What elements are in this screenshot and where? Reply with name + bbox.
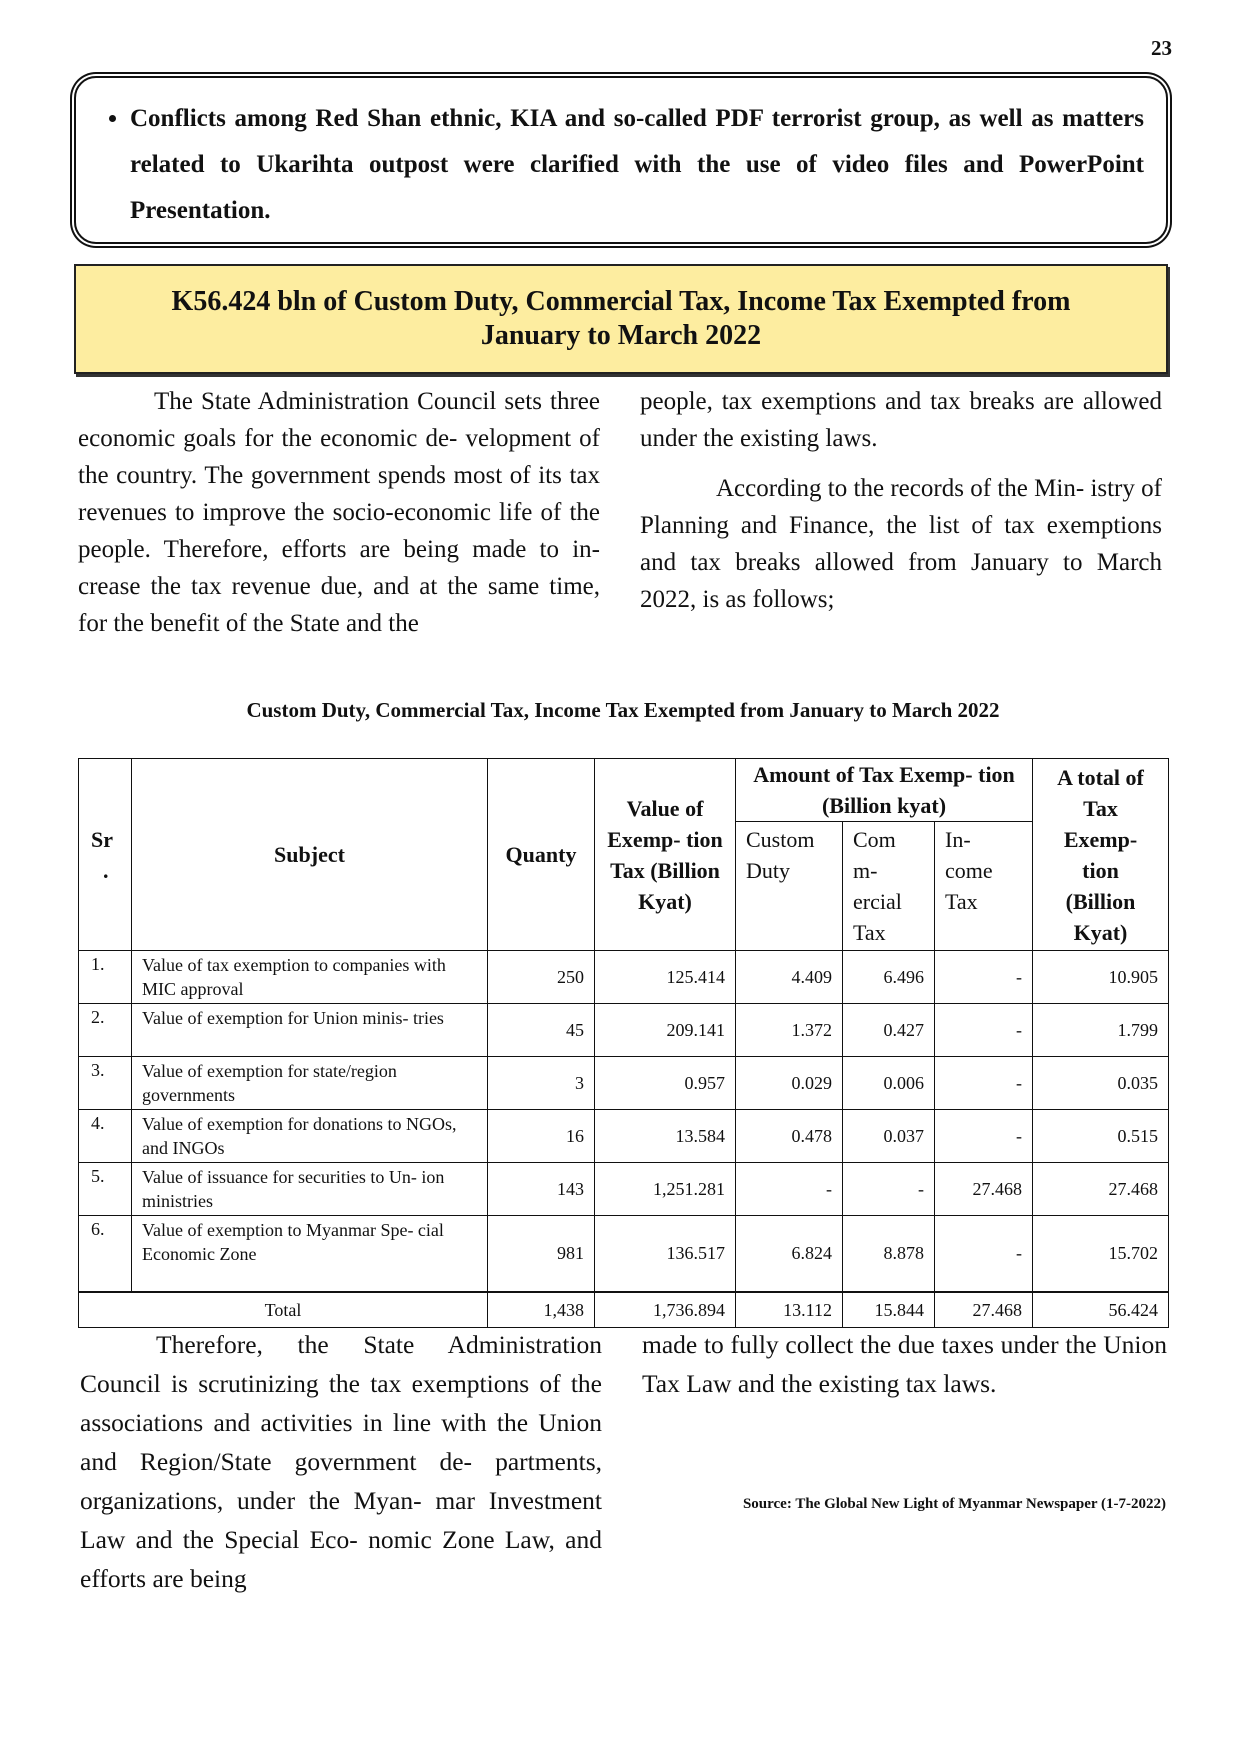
paragraph-2: According to the records of the Min- istry of Planning and Finance, the list of tax exemptions and tax breaks allowed from January to March 2022, is as follows; bbox=[640, 475, 1162, 613]
page-number: 23 bbox=[1151, 36, 1172, 60]
table-caption: Custom Duty, Commercial Tax, Income Tax Exempted from January to March 2022 bbox=[246, 698, 1000, 722]
cell-value: 13.584 bbox=[595, 1110, 736, 1163]
cell-quantity: 16 bbox=[488, 1110, 595, 1163]
cell-commercial-tax: 0.037 bbox=[843, 1110, 935, 1163]
cell-quantity: 45 bbox=[488, 1004, 595, 1057]
cell-commercial-tax: 0.427 bbox=[843, 1004, 935, 1057]
column-left-top bbox=[78, 383, 600, 642]
cell-income-tax: 27.468 bbox=[935, 1163, 1033, 1216]
cell-custom-duty: 0.029 bbox=[736, 1057, 843, 1110]
cell-custom-duty: - bbox=[736, 1163, 843, 1216]
cell-sr: 4. bbox=[79, 1110, 132, 1163]
cell-sr: 5. bbox=[79, 1163, 132, 1216]
cell-total-income-tax: 27.468 bbox=[935, 1292, 1033, 1328]
table-row bbox=[79, 1057, 1169, 1110]
table-row bbox=[79, 1216, 1169, 1293]
cell-income-tax: - bbox=[935, 1057, 1033, 1110]
cell-quantity: 143 bbox=[488, 1163, 595, 1216]
table-row bbox=[79, 1110, 1169, 1163]
cell-total: 10.905 bbox=[1033, 951, 1169, 1004]
cell-value: 1,251.281 bbox=[595, 1163, 736, 1216]
article-title-line2: January to March 2022 bbox=[480, 320, 762, 351]
table-row bbox=[79, 951, 1169, 1004]
paragraph-1-left: The State Administration Council sets three economic goals for the economic de- velopment of the country. The government spends most of its tax revenues to improve the socio-economic life of the people. Therefore, efforts are being made to in- crease the tax revenue due, and at the same time, for the benefit of the State and the bbox=[78, 388, 600, 637]
paragraph-3-left: Therefore, the State Administration Council is scrutinizing the tax exemptions of the associations and activities in line with the Union and Region/State government de- partments, organizations, under the Myan- mar Investment Law and the Special Eco- nomic Zone Law, and efforts are being bbox=[80, 1330, 602, 1593]
header-value: Value of Exemp- tion Tax (Billion Kyat) bbox=[595, 759, 736, 951]
cell-quantity: 250 bbox=[488, 951, 595, 1004]
cell-total-quantity: 1,438 bbox=[488, 1292, 595, 1328]
source-credit: Source: The Global New Light of Myanmar Newspaper (1-7-2022) bbox=[742, 1496, 1166, 1512]
cell-subject: Value of issuance for securities to Un- ion ministries bbox=[132, 1163, 488, 1216]
notice-box bbox=[74, 76, 1168, 244]
header-total: A total of Tax Exemp- tion (Billion Kyat) bbox=[1033, 759, 1169, 951]
cell-custom-duty: 6.824 bbox=[736, 1216, 843, 1293]
cell-income-tax: - bbox=[935, 1216, 1033, 1293]
paragraph-1-right: people, tax exemptions and tax breaks are allowed under the existing laws. bbox=[640, 388, 1162, 452]
column-left-bottom bbox=[80, 1325, 602, 1598]
cell-commercial-tax: 8.878 bbox=[843, 1216, 935, 1293]
header-quantity: Quanty bbox=[488, 759, 595, 951]
cell-subject: Value of exemption to Myanmar Spe- cial Economic Zone bbox=[132, 1216, 488, 1293]
notice-list bbox=[100, 96, 1144, 234]
tax-exemption-table bbox=[78, 758, 1169, 1328]
header-commercial-tax: Com m- ercial Tax bbox=[843, 822, 935, 951]
cell-custom-duty: 4.409 bbox=[736, 951, 843, 1004]
cell-quantity: 3 bbox=[488, 1057, 595, 1110]
cell-total: 15.702 bbox=[1033, 1216, 1169, 1293]
header-amount: Amount of Tax Exemp- tion (Billion kyat) bbox=[736, 759, 1033, 822]
cell-commercial-tax: 0.006 bbox=[843, 1057, 935, 1110]
cell-subject: Value of exemption for Union minis- tries bbox=[132, 1004, 488, 1057]
cell-value: 0.957 bbox=[595, 1057, 736, 1110]
cell-total: 27.468 bbox=[1033, 1163, 1169, 1216]
cell-custom-duty: 1.372 bbox=[736, 1004, 843, 1057]
cell-quantity: 981 bbox=[488, 1216, 595, 1293]
cell-income-tax: - bbox=[935, 1110, 1033, 1163]
header-sr-line2: . bbox=[103, 857, 109, 883]
cell-total-custom-duty: 13.112 bbox=[736, 1292, 843, 1328]
cell-subject: Value of tax exemption to companies with MIC approval bbox=[132, 951, 488, 1004]
table-row bbox=[79, 1004, 1169, 1057]
cell-total-label: Total bbox=[79, 1292, 488, 1328]
header-subject: Subject bbox=[132, 759, 488, 951]
paragraph-3-right: made to fully collect the due taxes under the Union Tax Law and the existing tax laws. bbox=[642, 1330, 1167, 1398]
table-body bbox=[79, 951, 1169, 1328]
column-right-top bbox=[640, 383, 1162, 618]
cell-total: 0.515 bbox=[1033, 1110, 1169, 1163]
header-custom-duty: Custom Duty bbox=[736, 822, 843, 951]
notice-bullet: • Conflicts among Red Shan ethnic, KIA and so-called PDF terrorist group, as well as matters related to Ukarihta outpost were clarified with the use of video files and PowerPoint Presentation. bbox=[130, 96, 1144, 234]
cell-sr: 6. bbox=[79, 1216, 132, 1293]
cell-value: 209.141 bbox=[595, 1004, 736, 1057]
cell-grand-total: 56.424 bbox=[1033, 1292, 1169, 1328]
cell-total: 1.799 bbox=[1033, 1004, 1169, 1057]
cell-sr: 3. bbox=[79, 1057, 132, 1110]
cell-subject: Value of exemption for donations to NGOs, and INGOs bbox=[132, 1110, 488, 1163]
cell-income-tax: - bbox=[935, 951, 1033, 1004]
header-income-tax: In- come Tax bbox=[935, 822, 1033, 951]
article-title-line1: K56.424 bln of Custom Duty, Commercial Tax, Income Tax Exempted from bbox=[171, 286, 1071, 317]
table-total-row bbox=[79, 1292, 1169, 1328]
article-title bbox=[74, 264, 1168, 374]
cell-value: 136.517 bbox=[595, 1216, 736, 1293]
column-right-bottom bbox=[642, 1325, 1167, 1403]
cell-value: 125.414 bbox=[595, 951, 736, 1004]
cell-commercial-tax: 6.496 bbox=[843, 951, 935, 1004]
header-sr-line1: Sr bbox=[91, 826, 113, 852]
cell-total-value: 1,736.894 bbox=[595, 1292, 736, 1328]
cell-income-tax: - bbox=[935, 1004, 1033, 1057]
cell-total: 0.035 bbox=[1033, 1057, 1169, 1110]
cell-commercial-tax: - bbox=[843, 1163, 935, 1216]
cell-custom-duty: 0.478 bbox=[736, 1110, 843, 1163]
cell-subject: Value of exemption for state/region governments bbox=[132, 1057, 488, 1110]
cell-sr: 2. bbox=[79, 1004, 132, 1057]
header-sr bbox=[79, 759, 132, 951]
cell-total-commercial-tax: 15.844 bbox=[843, 1292, 935, 1328]
cell-sr: 1. bbox=[79, 951, 132, 1004]
table-row bbox=[79, 1163, 1169, 1216]
